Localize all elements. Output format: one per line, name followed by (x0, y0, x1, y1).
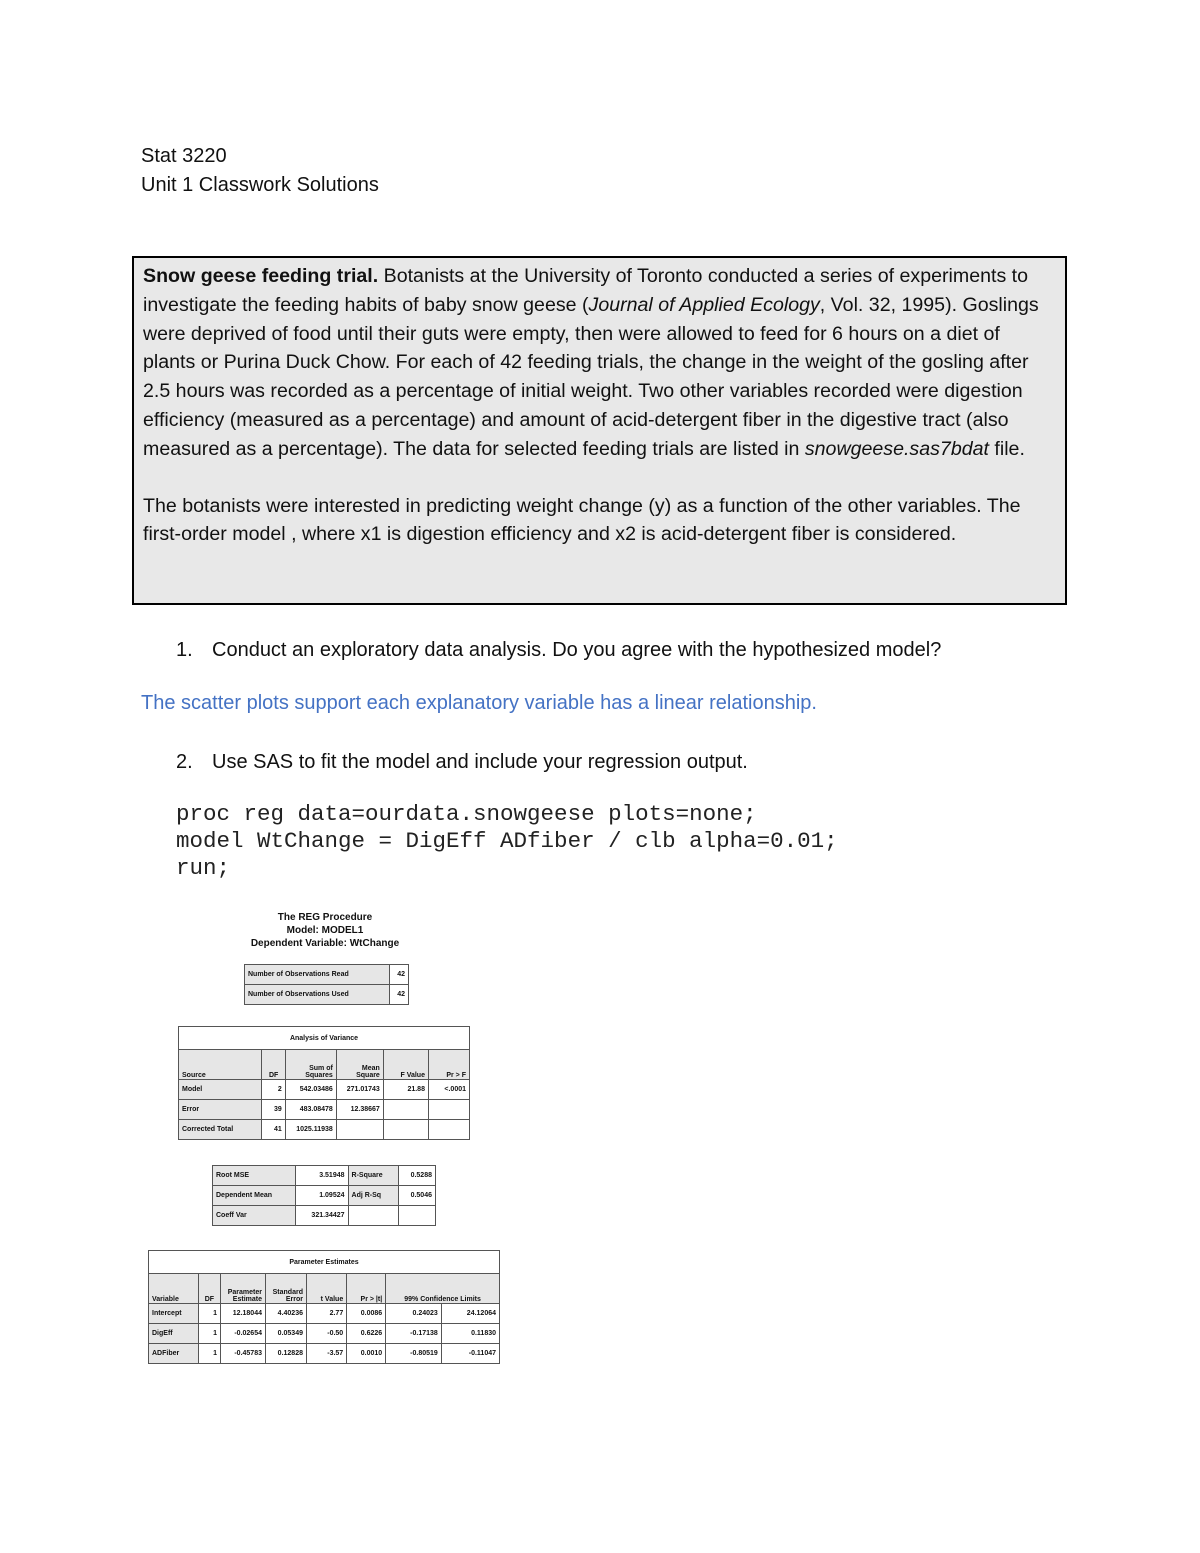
table-caption-row (179, 1027, 470, 1050)
table-row (149, 1304, 500, 1324)
table-caption: Analysis of Variance (179, 1027, 470, 1050)
observations-table (244, 964, 409, 1005)
table-cell: -3.57 (306, 1344, 346, 1364)
table-cell: DigEff (149, 1324, 199, 1344)
table-cell: 1025.11938 (285, 1120, 336, 1140)
data-filename: snowgeese.sas7bdat (804, 437, 989, 460)
table-cell: 0.6226 (347, 1324, 386, 1344)
sas-procedure-title: The REG Procedure (277, 912, 373, 923)
table-cell: 42 (390, 965, 409, 985)
table-cell: 12.38667 (336, 1100, 383, 1120)
column-header: Sum of Squares (285, 1050, 336, 1080)
code-line-2: model WtChange = DigEff ADfiber / clb alpha=0.01; (176, 828, 838, 854)
table-cell: Number of Observations Read (245, 965, 390, 985)
table-cell (428, 1100, 469, 1120)
table-row (213, 1186, 436, 1206)
document-header (141, 142, 379, 200)
journal-name: Journal of Applied Ecology (588, 293, 820, 316)
table-cell: 2.77 (306, 1304, 346, 1324)
table-cell: -0.02654 (220, 1324, 265, 1344)
column-header: t Value (306, 1274, 346, 1304)
parameter-estimates-table (148, 1250, 500, 1364)
table-row (149, 1324, 500, 1344)
table-cell: -0.50 (306, 1324, 346, 1344)
sas-output-header (180, 911, 470, 950)
table-cell: 483.08478 (285, 1100, 336, 1120)
table-header-row (149, 1274, 500, 1304)
problem-heading: Snow geese feeding trial. (143, 265, 379, 287)
table-row (213, 1166, 436, 1186)
answer-1: The scatter plots support each explanatory variable has a linear relationship. (141, 692, 817, 714)
table-caption: Parameter Estimates (149, 1251, 500, 1274)
table-cell: 2 (262, 1080, 285, 1100)
column-header: DF (262, 1050, 285, 1080)
column-header: Standard Error (265, 1274, 306, 1304)
code-line-1: proc reg data=ourdata.snowgeese plots=none; (176, 801, 757, 827)
problem-text-b: , Vol. 32, 1995). Goslings were deprived of food until their guts were empty, then were allowed to feed for 6 hours on a diet of plants or Purina Duck Chow. For each of 42 feeding trials, the change in the weight of the gosling after 2.5 hours was recorded as a percentage of initial weight. Two other variables recorded were digestion efficiency (measured as a percentage) and amount of acid-detergent fiber in the digestive tract (also measured as a percentage). The data for selected feeding trials are listed in (143, 293, 1039, 460)
table-cell: 0.0010 (347, 1344, 386, 1364)
sas-model-title: Model: MODEL1 (286, 925, 364, 936)
table-cell: 4.40236 (265, 1304, 306, 1324)
problem-text-a: Botanists at the University of Toronto conducted a series of experiments to investigate the feeding habits of baby snow geese ( (143, 265, 1029, 316)
question-number: 2. (176, 751, 193, 773)
table-cell: 1 (198, 1324, 220, 1344)
sas-dependent-variable: Dependent Variable: WtChange (250, 938, 400, 949)
table-row (213, 1206, 436, 1226)
problem-text-c: file. (988, 437, 1025, 460)
table-row (245, 985, 409, 1005)
table-cell: 0.0086 (347, 1304, 386, 1324)
table-cell: -0.17138 (386, 1324, 442, 1344)
table-cell: Number of Observations Used (245, 985, 390, 1005)
column-header: 99% Confidence Limits (386, 1274, 500, 1304)
table-row (179, 1080, 470, 1100)
course-title: Stat 3220 (141, 145, 227, 167)
table-cell (428, 1120, 469, 1140)
table-cell: 3.51948 (295, 1166, 348, 1186)
table-cell (383, 1120, 428, 1140)
question-text: Use SAS to fit the model and include your regression output. (212, 751, 748, 773)
table-cell: R-Square (348, 1166, 398, 1186)
table-cell: -0.11047 (441, 1344, 499, 1364)
table-caption-row (149, 1251, 500, 1274)
table-cell: Model (179, 1080, 262, 1100)
table-cell: 12.18044 (220, 1304, 265, 1324)
problem-statement-box (132, 256, 1067, 605)
table-cell: 0.12828 (265, 1344, 306, 1364)
table-row (179, 1120, 470, 1140)
column-header: DF (198, 1274, 220, 1304)
table-cell: Adj R-Sq (348, 1186, 398, 1206)
table-row (149, 1344, 500, 1364)
table-cell: 542.03486 (285, 1080, 336, 1100)
table-cell: 0.11830 (441, 1324, 499, 1344)
column-header: Variable (149, 1274, 199, 1304)
question-text: Conduct an exploratory data analysis. Do you agree with the hypothesized model? (212, 639, 942, 661)
table-cell: Coeff Var (213, 1206, 296, 1226)
table-cell: 0.24023 (386, 1304, 442, 1324)
table-cell: <.0001 (428, 1080, 469, 1100)
column-header: Mean Square (336, 1050, 383, 1080)
question-number: 1. (176, 639, 193, 661)
table-cell: Root MSE (213, 1166, 296, 1186)
table-cell: 1.09524 (295, 1186, 348, 1206)
table-cell: Corrected Total (179, 1120, 262, 1140)
table-row (179, 1100, 470, 1120)
code-line-3: run; (176, 855, 231, 881)
table-cell: 24.12064 (441, 1304, 499, 1324)
column-header: Source (179, 1050, 262, 1080)
sas-code-block (176, 801, 838, 882)
problem-paragraph-2: The botanists were interested in predicting weight change (y) as a function of the other variables. The first-order model , where x1 is digestion efficiency and x2 is acid-detergent fiber is considered. (143, 494, 1021, 546)
anova-table (178, 1026, 470, 1140)
table-header-row (179, 1050, 470, 1080)
table-cell: 321.34427 (295, 1206, 348, 1226)
table-cell: 39 (262, 1100, 285, 1120)
table-cell: 41 (262, 1120, 285, 1140)
table-cell (398, 1206, 435, 1226)
problem-paragraph-1 (143, 262, 1056, 464)
table-cell (348, 1206, 398, 1226)
table-cell: -0.80519 (386, 1344, 442, 1364)
column-header: Pr > F (428, 1050, 469, 1080)
table-cell: 1 (198, 1304, 220, 1324)
column-header: Parameter Estimate (220, 1274, 265, 1304)
column-header: Pr > |t| (347, 1274, 386, 1304)
table-cell: 0.5046 (398, 1186, 435, 1206)
table-cell: 42 (390, 985, 409, 1005)
table-cell: ADFiber (149, 1344, 199, 1364)
table-cell (336, 1120, 383, 1140)
table-cell: Dependent Mean (213, 1186, 296, 1206)
table-cell: Error (179, 1100, 262, 1120)
table-cell: 0.5288 (398, 1166, 435, 1186)
table-cell: 21.88 (383, 1080, 428, 1100)
table-cell (383, 1100, 428, 1120)
table-cell: -0.45783 (220, 1344, 265, 1364)
column-header: F Value (383, 1050, 428, 1080)
table-cell: 0.05349 (265, 1324, 306, 1344)
fit-statistics-table (212, 1165, 436, 1226)
table-cell: 1 (198, 1344, 220, 1364)
table-cell: 271.01743 (336, 1080, 383, 1100)
doc-subtitle: Unit 1 Classwork Solutions (141, 174, 379, 196)
table-row (245, 965, 409, 985)
table-cell: Intercept (149, 1304, 199, 1324)
